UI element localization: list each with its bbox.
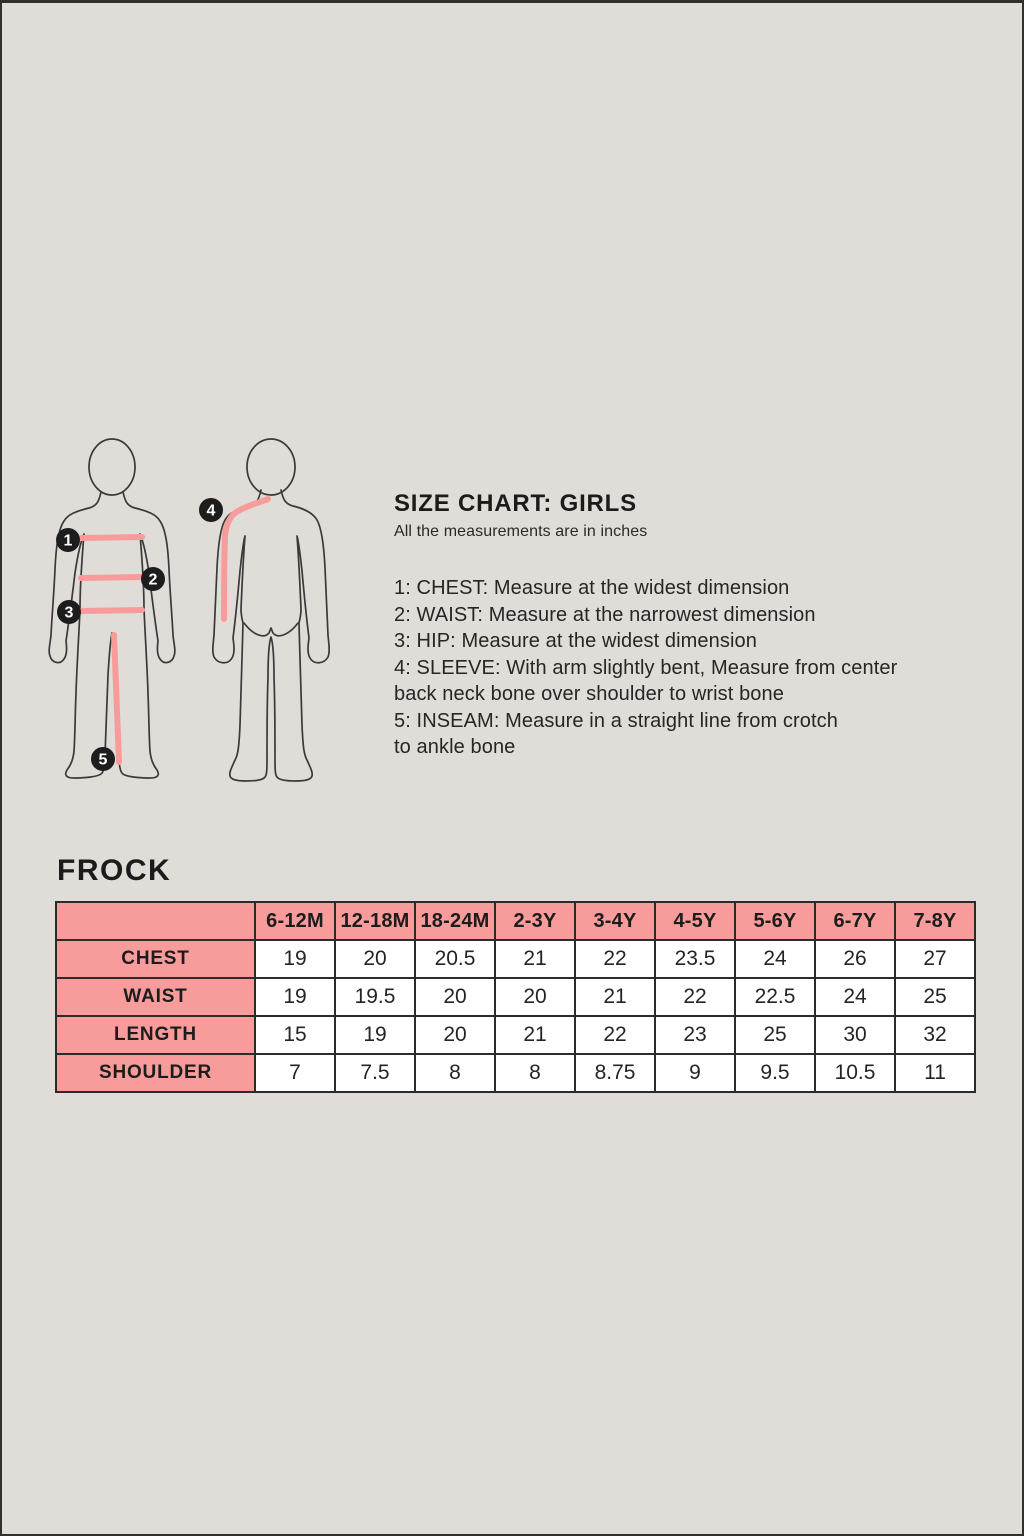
size-value-cell: 27 [895, 940, 975, 978]
instruction-line: back neck bone over shoulder to wrist bone [394, 683, 784, 705]
instruction-line: 5: INSEAM: Measure in a straight line from crotch [394, 709, 838, 732]
measurement-instructions [394, 575, 897, 761]
measurement-row-label: CHEST [56, 940, 255, 978]
size-value-cell: 11 [895, 1054, 975, 1092]
size-value-cell: 20 [415, 1016, 495, 1054]
marker-1 [56, 528, 80, 552]
size-column-header: 7-8Y [895, 902, 975, 940]
marker-2-label: 2 [148, 571, 158, 589]
marker-5 [91, 747, 115, 771]
instruction-line: 2: WAIST: Measure at the narrowest dimension [394, 603, 816, 626]
size-value-cell: 24 [815, 978, 895, 1016]
back-figure-head [247, 439, 295, 495]
table-row [56, 1016, 975, 1054]
size-column-header: 2-3Y [495, 902, 575, 940]
figure-back [213, 439, 329, 781]
size-value-cell: 21 [495, 940, 575, 978]
table-header-row [56, 902, 975, 940]
size-value-cell: 25 [895, 978, 975, 1016]
sleeve-measure-line [224, 499, 268, 619]
size-value-cell: 7 [255, 1054, 335, 1092]
instruction-line: 3: HIP: Measure at the widest dimension [394, 630, 757, 652]
table-row [56, 940, 975, 978]
marker-5-label: 5 [98, 751, 108, 769]
size-value-cell: 19.5 [335, 978, 415, 1016]
header-block [394, 490, 647, 541]
size-value-cell: 20 [415, 978, 495, 1016]
size-value-cell: 9 [655, 1054, 735, 1092]
size-column-header: 6-7Y [815, 902, 895, 940]
size-value-cell: 30 [815, 1016, 895, 1054]
waist-measure-line [81, 577, 142, 578]
corner-cell [56, 902, 255, 940]
buttock-crease-line [244, 623, 298, 636]
size-column-header: 12-18M [335, 902, 415, 940]
size-value-cell: 20 [495, 978, 575, 1016]
size-value-cell: 7.5 [335, 1054, 415, 1092]
size-value-cell: 22 [655, 978, 735, 1016]
size-value-cell: 19 [335, 1016, 415, 1054]
instruction-line: 1: CHEST: Measure at the widest dimension [394, 577, 790, 599]
size-value-cell: 25 [735, 1016, 815, 1054]
hip-measure-line [81, 610, 142, 611]
size-value-cell: 22 [575, 1016, 655, 1054]
front-figure-head [89, 439, 135, 495]
size-value-cell: 21 [495, 1016, 575, 1054]
size-value-cell: 8 [495, 1054, 575, 1092]
back-figure-body [213, 490, 329, 781]
size-column-header: 3-4Y [575, 902, 655, 940]
size-value-cell: 23 [655, 1016, 735, 1054]
product-name: FROCK [57, 854, 172, 887]
size-column-header: 18-24M [415, 902, 495, 940]
size-column-header: 4-5Y [655, 902, 735, 940]
size-value-cell: 23.5 [655, 940, 735, 978]
table-row [56, 978, 975, 1016]
size-value-cell: 8 [415, 1054, 495, 1092]
measurement-row-label: WAIST [56, 978, 255, 1016]
table-row [56, 1054, 975, 1092]
front-measure-lines [81, 537, 142, 762]
size-value-cell: 19 [255, 978, 335, 1016]
size-value-cell: 22.5 [735, 978, 815, 1016]
instruction-line: 4: SLEEVE: With arm slightly bent, Measure from center [394, 656, 898, 679]
size-value-cell: 20 [335, 940, 415, 978]
size-value-cell: 22 [575, 940, 655, 978]
marker-3-label: 3 [64, 604, 74, 622]
size-value-cell: 10.5 [815, 1054, 895, 1092]
measurement-diagram [22, 418, 372, 808]
page-title: SIZE CHART: GIRLS [394, 490, 637, 517]
size-value-cell: 15 [255, 1016, 335, 1054]
marker-4 [199, 498, 223, 522]
chest-measure-line [81, 537, 142, 538]
marker-1-label: 1 [63, 532, 73, 550]
size-column-header: 6-12M [255, 902, 335, 940]
instruction-line: to ankle bone [394, 736, 516, 758]
page-subtitle: All the measurements are in inches [394, 523, 648, 540]
size-table [55, 901, 976, 1093]
size-value-cell: 19 [255, 940, 335, 978]
measurement-row-label: SHOULDER [56, 1054, 255, 1092]
inseam-measure-line [114, 635, 119, 762]
marker-2 [141, 567, 165, 591]
size-value-cell: 9.5 [735, 1054, 815, 1092]
size-value-cell: 21 [575, 978, 655, 1016]
size-column-header: 5-6Y [735, 902, 815, 940]
size-value-cell: 32 [895, 1016, 975, 1054]
size-value-cell: 20.5 [415, 940, 495, 978]
marker-3 [57, 600, 81, 624]
marker-4-label: 4 [206, 502, 216, 520]
size-value-cell: 8.75 [575, 1054, 655, 1092]
size-value-cell: 26 [815, 940, 895, 978]
measurement-row-label: LENGTH [56, 1016, 255, 1054]
size-value-cell: 24 [735, 940, 815, 978]
